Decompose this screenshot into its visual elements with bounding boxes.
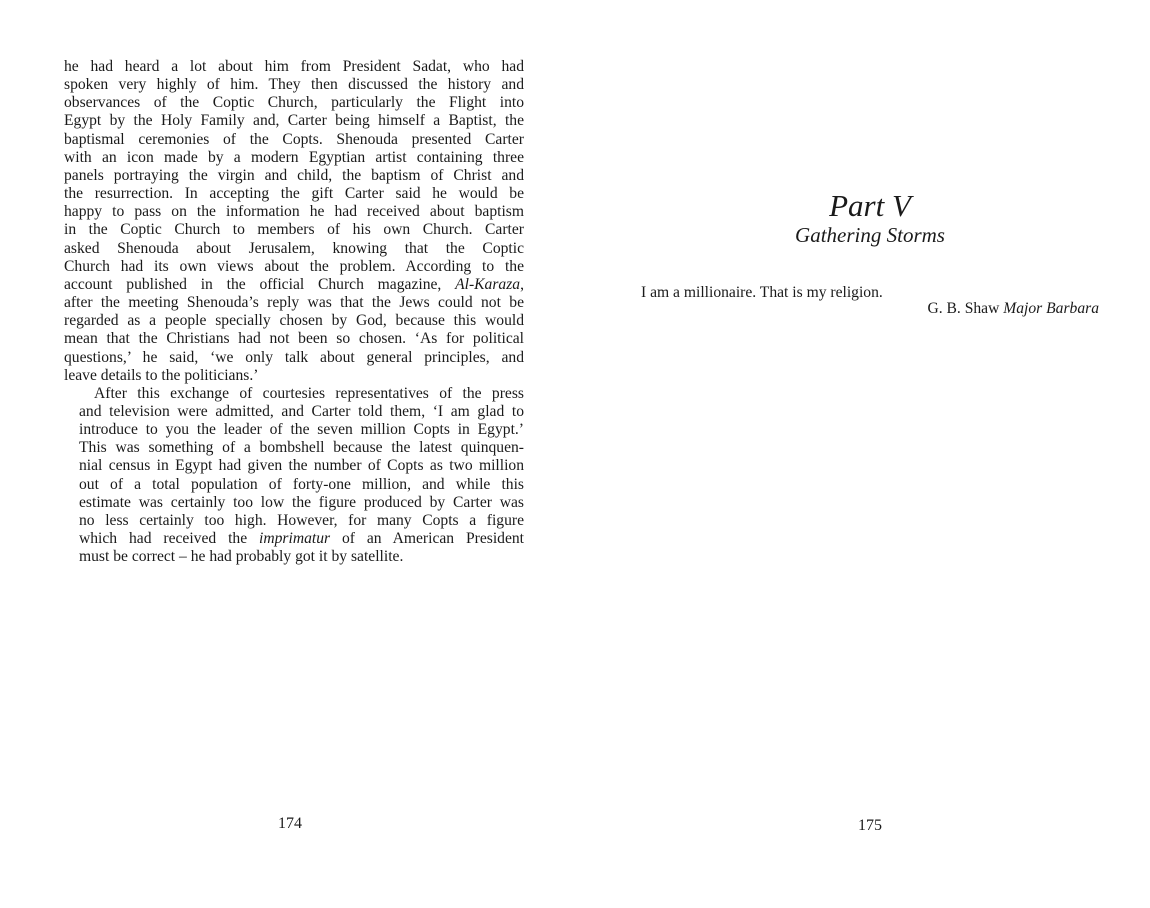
text-segment: of an American President [330,530,524,548]
text-line: introduce to you the leader of the seven million Copts in Egypt.’ [79,421,524,439]
text-line: and television were admitted, and Carter told them, ‘I am glad to [79,402,524,420]
text-line: panels portraying the virgin and child, the baptism of Christ and [64,166,524,184]
text-line: happy to pass on the information he had received about baptism [64,203,524,221]
text-line: with an icon made by a modern Egyptian artist containing three [64,148,524,166]
text-segment: , [520,275,524,293]
body-text [64,58,524,566]
text-line: Egypt by the Holy Family and, Carter being himself a Baptist, the [64,112,524,130]
text-line: observances of the Coptic Church, particularly the Flight into [64,94,524,112]
text-line: in the Coptic Church to members of his own Church. Carter [64,221,524,239]
part-title: Part V [829,188,911,223]
page-number-left: 174 [278,815,302,832]
text-line-with-italic [64,530,524,548]
text-line: asked Shenouda about Jerusalem, knowing that the Coptic [64,239,524,257]
text-line: nial census in Egypt had given the number of Copts as two million [79,457,524,475]
text-line: regarded as a people specially chosen by God, because this would [64,312,524,330]
text-segment: which had received the [79,530,260,548]
part-subtitle: Gathering Storms [795,223,945,247]
text-segment: account published in the official Church magazine, [64,275,456,293]
text-line: baptismal ceremonies of the Copts. Shenouda presented Carter [64,130,524,148]
text-line: after the meeting Shenouda’s reply was that the Jews could not be [64,294,524,312]
text-line: After this exchange of courtesies representatives of the press [94,384,524,402]
text-line: must be correct – he had probably got it by satellite. [79,548,404,566]
text-line: mean that the Christians had not been so chosen. ‘As for political [64,330,524,348]
text-line: no less certainly too high. However, for many Copts a figure [79,511,524,529]
attribution-author: G. B. Shaw [927,300,1000,317]
attribution-work: Major Barbara [1003,300,1099,317]
text-line: Church had its own views about the problem. According to the [64,257,524,275]
text-line: out of a total population of forty-one million, and while this [79,475,524,493]
text-line: spoken very highly of him. They then discussed the history and [64,76,524,94]
text-line-with-italic [64,276,524,294]
text-line: This was something of a bombshell because the latest quinquen- [79,439,524,457]
text-line: questions,’ he said, ‘we only talk about general principles, and [64,348,524,366]
right-page [575,0,1150,908]
epigraph: I am a millionaire. That is my religion. [641,284,883,301]
page-number-right: 175 [858,817,882,834]
paragraph-1 [64,58,524,385]
text-line: he had heard a lot about him from President Sadat, who had [64,58,524,75]
paragraph-2 [64,385,524,567]
text-line: the resurrection. In accepting the gift Carter said he would be [64,185,524,203]
text-line: leave details to the politicians.’ [64,366,259,384]
epigraph-attribution [875,300,1099,318]
magazine-name: Al-Karaza [455,275,521,293]
imprimatur-word: imprimatur [259,530,331,548]
text-line: estimate was certainly too low the figure produced by Carter was [79,493,524,511]
